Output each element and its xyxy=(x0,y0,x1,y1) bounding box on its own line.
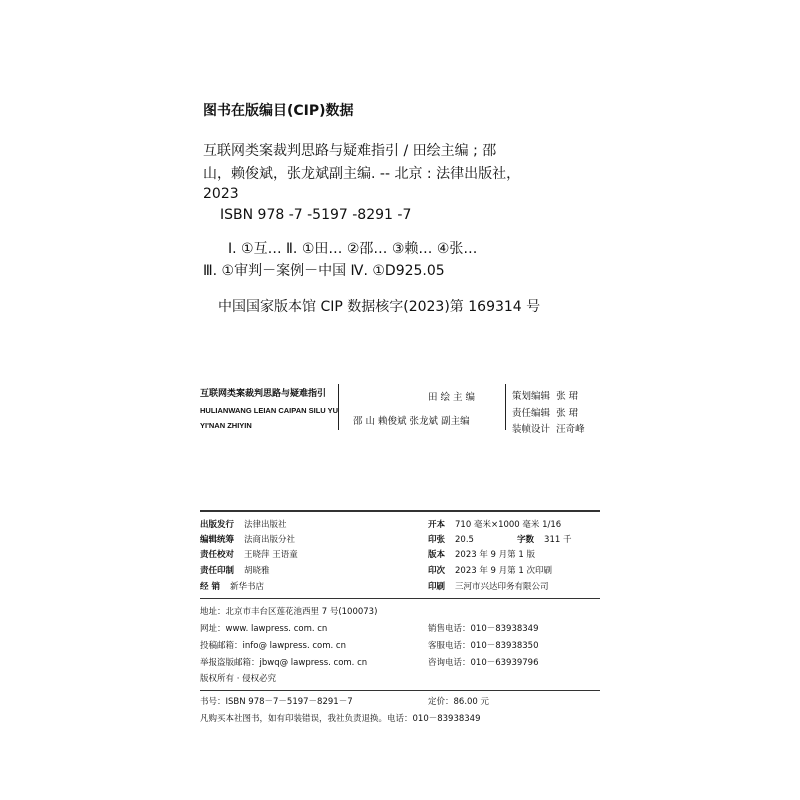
colophon-edition: 版本 2023 年 9 月第 1 版 xyxy=(428,550,535,560)
colophon-proofreader: 责任校对 王晓萍 王语童 xyxy=(200,550,298,560)
credit-role: 策划编辑 xyxy=(512,391,551,402)
sales-phone: 销售电话：010－83938349 xyxy=(428,624,539,634)
book-pinyin-line1: HULIANWANG LEIAN CAIPAN SILU YU xyxy=(200,406,339,415)
cip-heading: 图书在版编目(CIP)数据 xyxy=(203,103,354,119)
credit-role: 装帧设计 xyxy=(512,424,551,435)
publisher-address: 地址：北京市丰台区莲花池西里 7 号(100073) xyxy=(200,607,378,617)
piracy-report-email: 举报盗版邮箱：jbwq@ lawpress. com. cn xyxy=(200,658,368,668)
book-title: 互联网类案裁判思路与疑难指引 xyxy=(200,389,327,399)
colophon-editorial: 编辑统筹 法商出版分社 xyxy=(200,535,296,545)
divider-vertical-2 xyxy=(505,384,506,430)
cip-subject-line1: Ⅰ. ①互… Ⅱ. ①田… ②邵… ③赖… ④张… xyxy=(228,241,478,257)
publisher-website: 网址：www. lawpress. com. cn xyxy=(200,624,328,634)
credit-name: 张 珺 xyxy=(556,408,579,419)
credit-cover-design xyxy=(512,421,585,435)
colophon-top-rule xyxy=(200,510,600,512)
divider-vertical-1 xyxy=(338,384,339,430)
credit-name: 汪奇峰 xyxy=(556,424,585,435)
credit-name: 张 珺 xyxy=(556,391,579,402)
cip-entry-line1: 互联网类案裁判思路与疑难指引 / 田绘主编 ; 邵 xyxy=(203,143,497,159)
service-phone: 客服电话：010－83938350 xyxy=(428,641,539,651)
deputy-editors: 邵 山 赖俊斌 张龙斌 副主编 xyxy=(353,416,470,427)
cip-entry-line2: 山，赖俊斌，张龙斌副主编. -- 北京 : 法律出版社， xyxy=(203,166,521,182)
colophon-printer: 印刷 三河市兴达印务有限公司 xyxy=(428,582,549,592)
cip-catalog-number: 中国国家版本馆 CIP 数据核字(2023)第 169314 号 xyxy=(218,299,541,315)
book-pinyin-line2: YI'NAN ZHIYIN xyxy=(200,421,252,430)
book-price: 定价：86.00 元 xyxy=(428,697,490,707)
colophon-sheets: 印张 20.5 字数 311 千 xyxy=(428,535,572,545)
book-number: 书号：ISBN 978－7－5197－8291－7 xyxy=(200,697,353,707)
colophon-format: 开本 710 毫米×1000 毫米 1/16 xyxy=(428,520,562,530)
credit-role: 责任编辑 xyxy=(512,408,551,419)
credit-responsible-editor xyxy=(512,405,578,419)
credit-planning-editor xyxy=(512,388,578,402)
colophon-middle-rule xyxy=(200,598,600,599)
colophon-publisher: 出版发行 法律出版社 xyxy=(200,520,287,530)
chief-editor: 田 绘 主 编 xyxy=(428,392,476,403)
cip-isbn: ISBN 978 -7 -5197 -8291 -7 xyxy=(220,207,412,223)
colophon-printing-manager: 责任印制 胡晓雅 xyxy=(200,566,270,576)
inquiry-phone: 咨询电话：010－63939796 xyxy=(428,658,539,668)
colophon-impression: 印次 2023 年 9 月第 1 次印刷 xyxy=(428,566,552,576)
rights-notice: 版权所有 · 侵权必究 xyxy=(200,674,277,684)
exchange-notice: 凡购买本社图书，如有印装错误，我社负责退换。电话：010－83938349 xyxy=(200,714,481,724)
colophon-bottom-rule xyxy=(200,690,600,691)
colophon-distributor: 经 销 新华书店 xyxy=(200,582,264,592)
cip-entry-line3: 2023 xyxy=(203,186,239,202)
submission-email: 投稿邮箱：info@ lawpress. com. cn xyxy=(200,641,346,651)
cip-subject-line2: Ⅲ. ①审判－案例－中国 Ⅳ. ①D925.05 xyxy=(203,263,445,279)
